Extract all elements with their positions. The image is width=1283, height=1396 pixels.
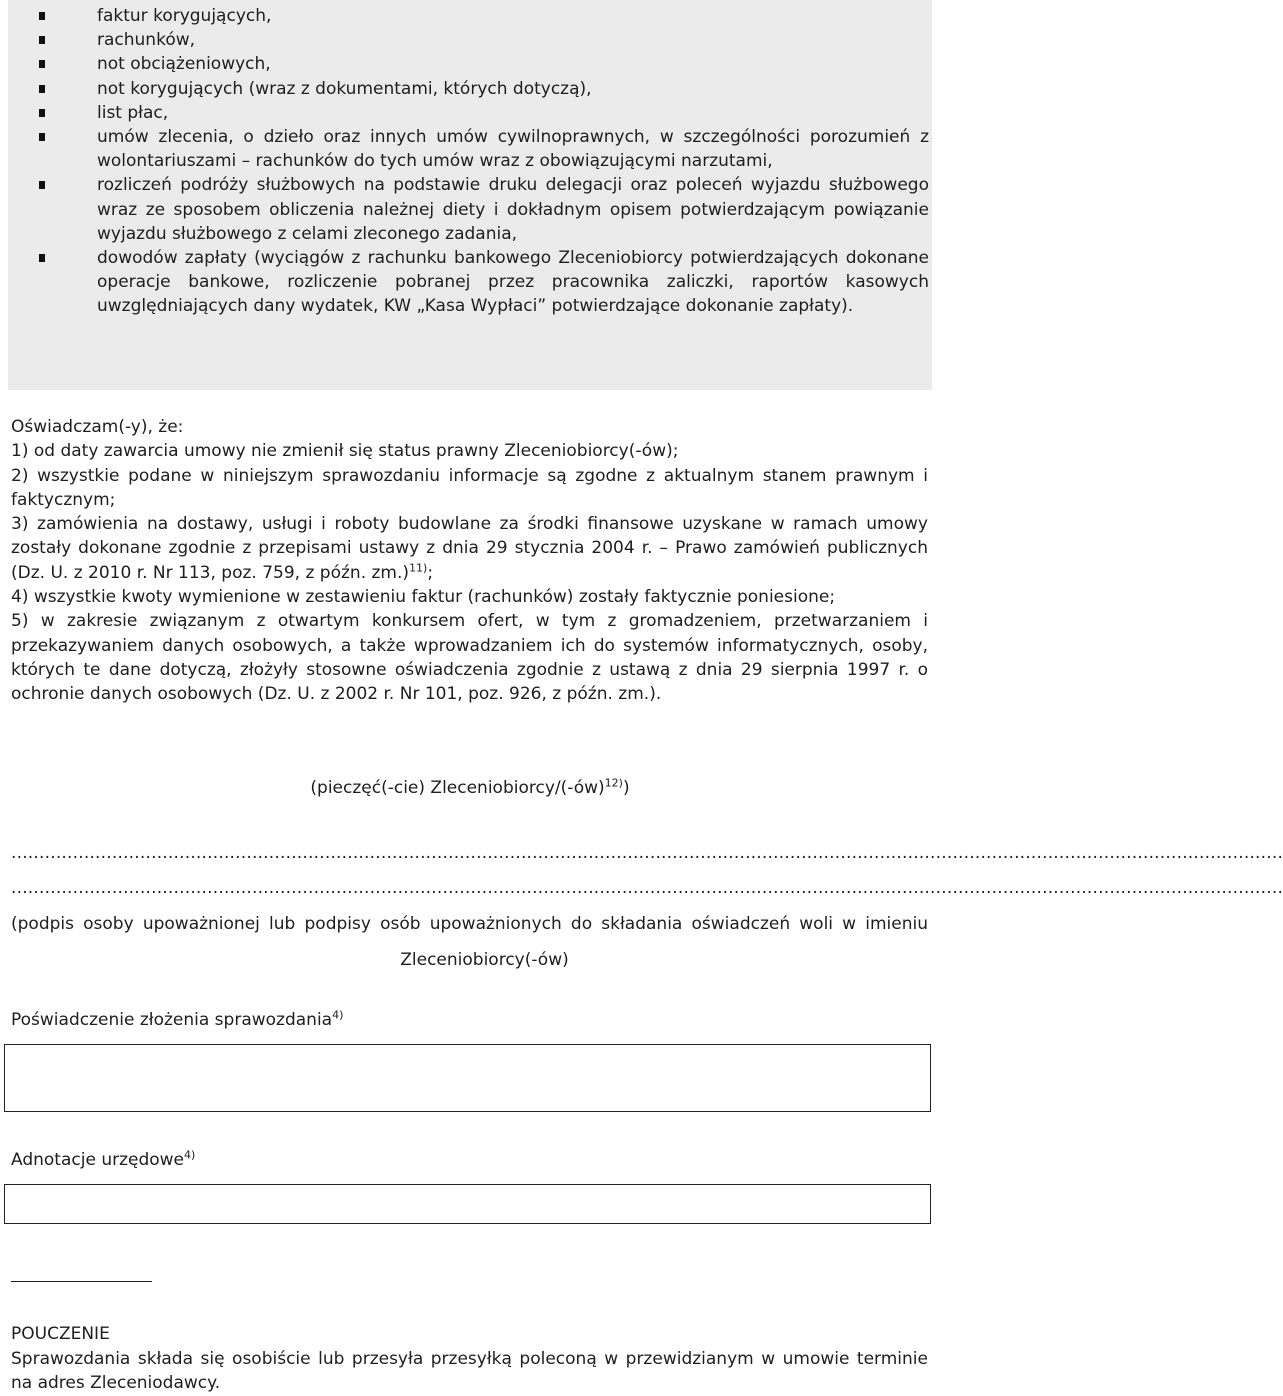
signature-caption — [11, 912, 928, 972]
declaration-point — [11, 512, 928, 585]
stamp-caption-tail: ) — [622, 778, 630, 798]
list-item: faktur korygujących, — [36, 4, 932, 28]
signature-dots-line-2: ................................................................................................................................................................................................................................... — [11, 878, 1283, 898]
declaration-point-tail: ; — [427, 562, 434, 583]
list-item: not korygujących (wraz z dokumentami, których dotyczą), — [36, 77, 932, 101]
stamp-caption — [0, 778, 940, 798]
document-list — [36, 4, 932, 319]
list-item: rozliczeń podróży służbowych na podstawie druku delegacji oraz poleceń wyjazdu służbowego wraz ze sposobem obliczenia należnej diety i dokładnym opisem potwierdzającym powiązanie wyjazdu służbowego z celami zleconego zadania, — [36, 173, 932, 246]
annotations-label — [11, 1150, 195, 1170]
list-item: not obciążeniowych, — [36, 52, 932, 76]
footnote-ref: 11) — [409, 561, 428, 575]
signature-caption-line-1: (podpis osoby upoważnionej lub podpisy osób upoważnionych do składania oświadczeń woli w imieniu — [11, 914, 928, 934]
annotations-box[interactable] — [4, 1184, 931, 1224]
stamp-caption-text: (pieczęć(-cie) Zleceniobiorcy/(-ów) — [310, 778, 605, 798]
notice-text: Sprawozdania składa się osobiście lub przesyła przesyłką poleconą w przewidzianym w umowie terminie na adres Zleceniodawcy. — [11, 1348, 928, 1393]
declaration-point: 1) od daty zawarcia umowy nie zmienił się status prawny Zleceniobiorcy(-ów); — [11, 441, 679, 462]
notice-heading: POUCZENIE — [11, 1324, 110, 1344]
list-item: dowodów zapłaty (wyciągów z rachunku bankowego Zleceniobiorcy potwierdzających dokonane operacje bankowe, rozliczenie pobranej przez pracownika zaliczki, raportów kasowych uwzględniających dany wydatek, KW „Kasa Wypłaci” potwierdzające dokonanie zapłaty). — [36, 246, 932, 319]
declaration-point: 2) wszystkie podane w niniejszym sprawozdaniu informacje są zgodne z aktualnym stanem prawnym i faktycznym; — [11, 465, 928, 510]
declaration-point-text: 3) zamówienia na dostawy, usługi i roboty budowlane za środki finansowe uzyskane w ramach umowy zostały dokonane zgodnie z przepisami ustawy z dnia 29 stycznia 2004 r. – Prawo zamówień publicznych (Dz. U. z 2010 r. Nr 113, poz. 759, z późn. zm.) — [11, 514, 928, 583]
declaration-point: 4) wszystkie kwoty wymienione w zestawieniu faktur (rachunków) zostały faktycznie poniesione; — [11, 587, 836, 608]
declaration-point: 5) w zakresie związanym z otwartym konkursem ofert, w tym z gromadzeniem, przetwarzaniem i przekazywaniem danych osobowych, a także wprowadzaniem ich do systemów informatycznych, osoby, których te dane dotyczą, złożyły stosowne oświadczenia zgodnie z ustawą z dnia 29 sierpnia 1997 r. o ochronie danych osobowych (Dz. U. z 2002 r. Nr 101, poz. 926, z późn. zm.). — [11, 611, 928, 705]
submission-label-text: Poświadczenie złożenia sprawozdania — [11, 1010, 333, 1030]
footnote-separator — [11, 1281, 152, 1282]
footnote-ref: 4) — [332, 1008, 344, 1022]
declaration — [11, 415, 928, 707]
signature-caption-line-2: Zleceniobiorcy(-ów) — [400, 950, 569, 970]
footnote-ref: 12) — [604, 776, 623, 790]
declaration-heading: Oświadczam(-y), że: — [11, 417, 184, 437]
annotations-label-text: Adnotacje urzędowe — [11, 1150, 185, 1170]
notice — [11, 1322, 928, 1396]
footnote-ref: 4) — [184, 1148, 196, 1162]
signature-dots-line-1: ................................................................................................................................................................................................................................... — [11, 843, 1283, 863]
submission-box[interactable] — [4, 1044, 931, 1112]
list-item: umów zlecenia, o dzieło oraz innych umów cywilnoprawnych, w szczególności porozumień z wolontariuszami – rachunków do tych umów wraz z obowiązującymi narzutami, — [36, 125, 932, 173]
list-item: rachunków, — [36, 28, 932, 52]
submission-label — [11, 1010, 343, 1030]
list-item: list płac, — [36, 101, 932, 125]
